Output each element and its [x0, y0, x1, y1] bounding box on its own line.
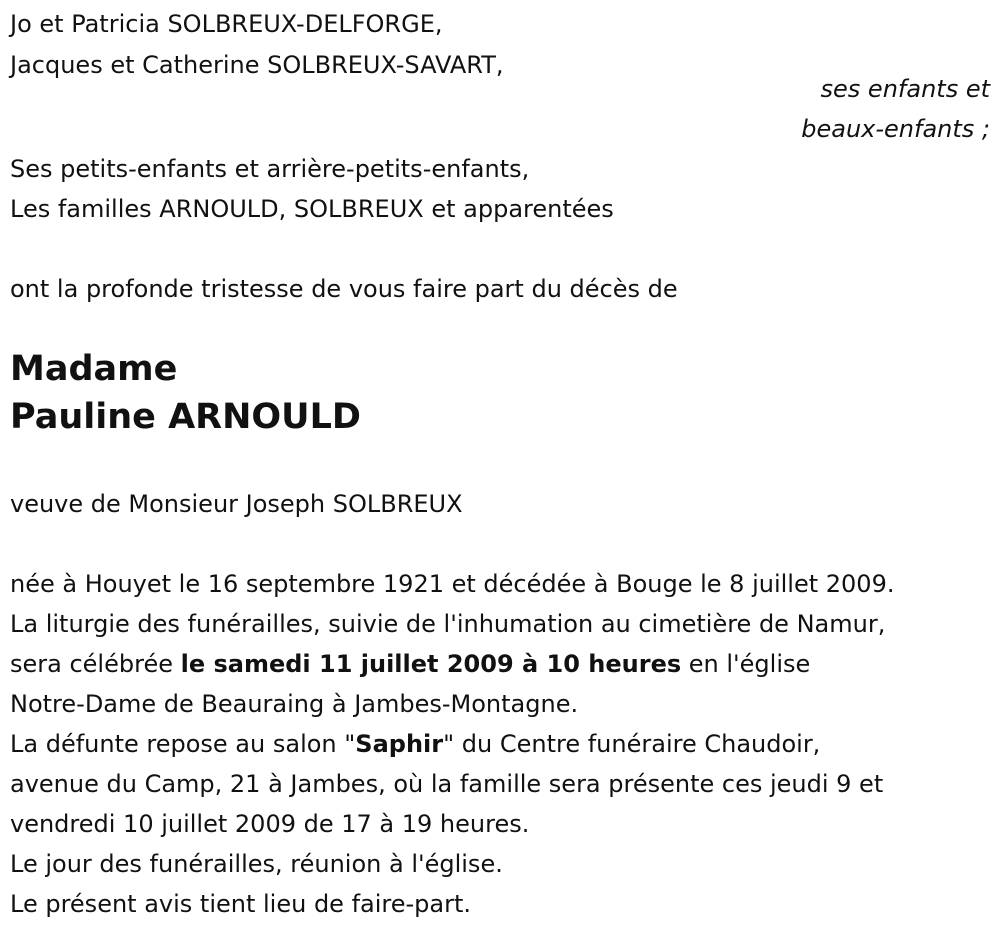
birth-death-text: née à Houyet le 16 septembre 1921 et décédée à Bouge le 8 juillet 2009.	[10, 570, 895, 598]
address-text: avenue du Camp, 21 à Jambes, où la famille sera présente ces jeudi 9 et	[10, 770, 884, 798]
family-role-line-1: ses enfants et	[820, 75, 990, 103]
deceased-name: Pauline ARNOULD	[10, 397, 361, 437]
family-line-children-2: Jacques et Catherine SOLBREUX-SAVART,	[10, 51, 504, 79]
celebration-date: le samedi 11 juillet 2009 à 10 heures	[180, 650, 682, 678]
family-line-grandchildren: Ses petits-enfants et arrière-petits-enfants,	[10, 155, 530, 183]
rest-prefix: La défunte repose au salon "	[10, 730, 356, 758]
celebration-prefix: sera célébrée	[10, 650, 181, 678]
meeting-text: Le jour des funérailles, réunion à l'église.	[10, 850, 503, 878]
rest-line	[10, 724, 820, 764]
celebration-suffix: en l'église	[681, 650, 811, 678]
rest-salon-name: Saphir	[355, 730, 444, 758]
liturgy-text: La liturgie des funérailles, suivie de l'inhumation au cimetière de Namur,	[10, 610, 886, 638]
rest-suffix: " du Centre funéraire Chaudoir,	[443, 730, 821, 758]
visiting-hours-text: vendredi 10 juillet 2009 de 17 à 19 heures.	[10, 810, 530, 838]
church-text: Notre-Dame de Beauraing à Jambes-Montagne.	[10, 690, 579, 718]
notice-text: Le présent avis tient lieu de faire-part.	[10, 890, 472, 918]
family-role-line-2: beaux-enfants ;	[801, 115, 990, 143]
deceased-title: Madame	[10, 349, 178, 389]
family-line-children-1: Jo et Patricia SOLBREUX-DELFORGE,	[10, 10, 443, 38]
celebration-line	[10, 644, 810, 684]
announcement-text: ont la profonde tristesse de vous faire part du décès de	[10, 275, 678, 303]
family-line-families: Les familles ARNOULD, SOLBREUX et apparentées	[10, 195, 614, 223]
widow-of-text: veuve de Monsieur Joseph SOLBREUX	[10, 490, 463, 518]
